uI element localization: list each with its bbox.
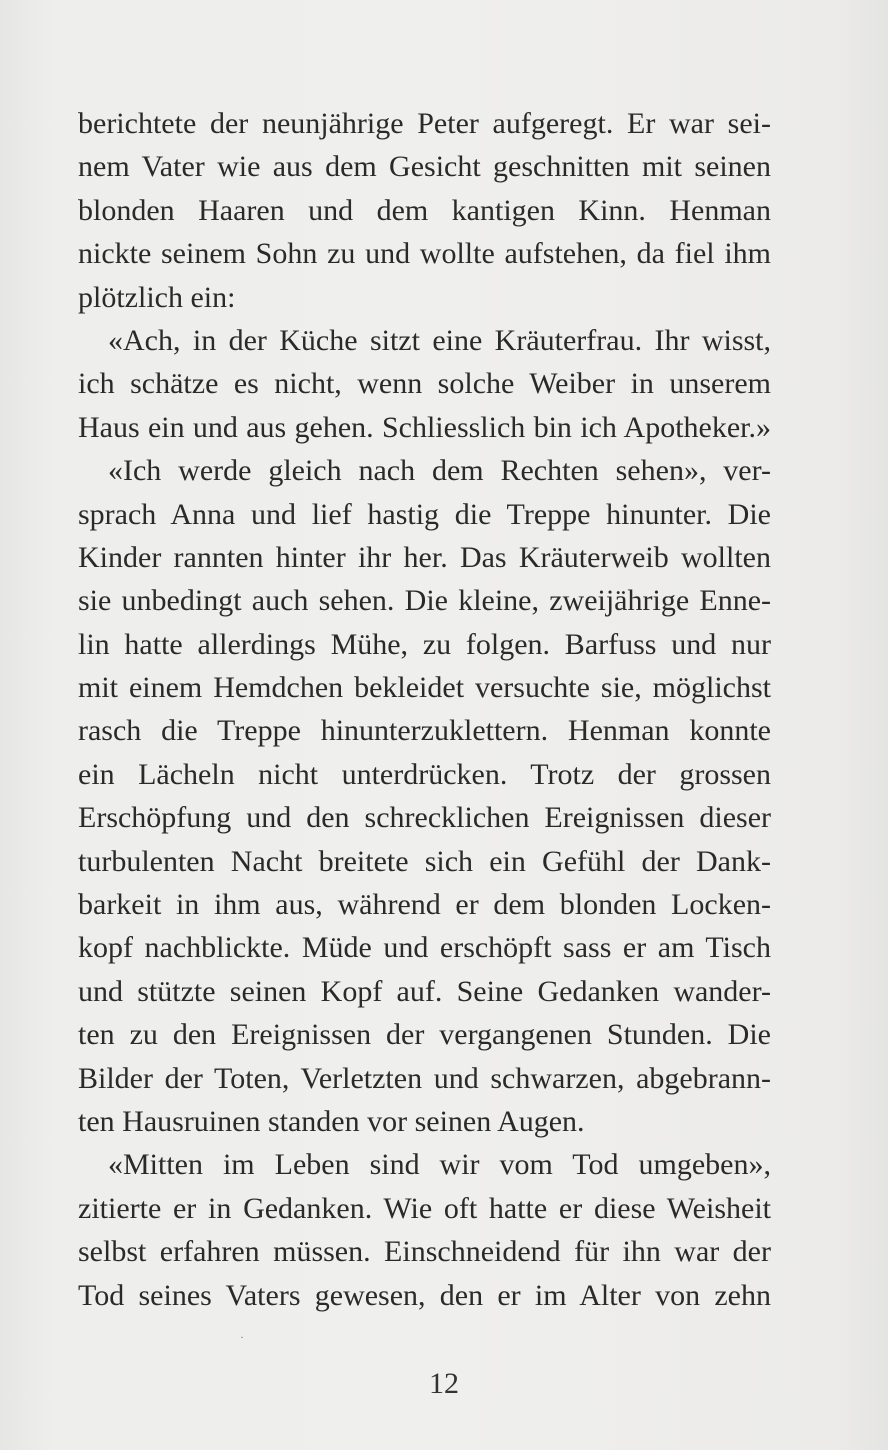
text-line: «Mitten im Leben sind wir vom Tod umgeben», — [108, 1148, 771, 1182]
text-line: Haus ein und aus gehen. Schliesslich bin ich Apotheker.» — [78, 410, 771, 444]
text-line: nem Vater wie aus dem Gesicht geschnitten mit seinen — [78, 150, 771, 184]
text-line: nickte seinem Sohn zu und wollte aufstehen, da fiel ihm — [78, 237, 771, 271]
text-line: blonden Haaren und dem kantigen Kinn. Henman — [78, 193, 771, 227]
text-line: lin hatte allerdings Mühe, zu folgen. Barfuss und nur — [78, 627, 771, 661]
text-line: ein Lächeln nicht unterdrücken. Trotz der grossen — [78, 757, 771, 791]
text-line: rasch die Treppe hinunterzuklettern. Henman konnte — [78, 714, 771, 748]
text-line: kopf nachblickte. Müde und erschöpft sass er am Tisch — [78, 931, 771, 965]
paper-speck-mark: · — [240, 1330, 244, 1344]
body-text — [78, 102, 771, 1317]
text-line: «Ach, in der Küche sitzt eine Kräuterfrau. Ihr wisst, — [108, 323, 771, 357]
text-line: und stützte seinen Kopf auf. Seine Gedanken wander- — [78, 974, 771, 1008]
text-line: barkeit in ihm aus, während er dem blonden Locken- — [78, 888, 771, 922]
text-line: selbst erfahren müssen. Einschneidend für ihn war der — [78, 1235, 771, 1269]
text-line: mit einem Hemdchen bekleidet versuchte sie, möglichst — [78, 671, 771, 705]
text-line: plötzlich ein: — [78, 280, 236, 314]
text-line: turbulenten Nacht breitete sich ein Gefühl der Dank- — [78, 844, 771, 878]
text-line: sie unbedingt auch sehen. Die kleine, zweijährige Enne- — [78, 584, 771, 618]
text-line: berichtete der neunjährige Peter aufgeregt. Er war sei- — [78, 107, 771, 140]
text-line: ten zu den Ereignissen der vergangenen Stunden. Die — [78, 1018, 771, 1052]
text-line: ich schätze es nicht, wenn solche Weiber in unserem — [78, 367, 771, 401]
text-line: sprach Anna und lief hastig die Treppe hinunter. Die — [78, 497, 771, 531]
text-line: Tod seines Vaters gewesen, den er im Alter von zehn — [78, 1278, 771, 1312]
text-line: ten Hausruinen standen vor seinen Augen. — [78, 1104, 585, 1138]
text-line: zitierte er in Gedanken. Wie oft hatte er diese Weisheit — [78, 1191, 771, 1225]
text-line: Kinder rannten hinter ihr her. Das Kräuterweib wollten — [78, 540, 771, 574]
text-line: Bilder der Toten, Verletzten und schwarzen, abgebrann- — [78, 1061, 771, 1095]
text-line: «Ich werde gleich nach dem Rechten sehen», ver- — [108, 454, 771, 488]
text-line: Erschöpfung und den schrecklichen Ereignissen dieser — [78, 801, 771, 835]
page-number: 12 — [429, 1367, 459, 1400]
